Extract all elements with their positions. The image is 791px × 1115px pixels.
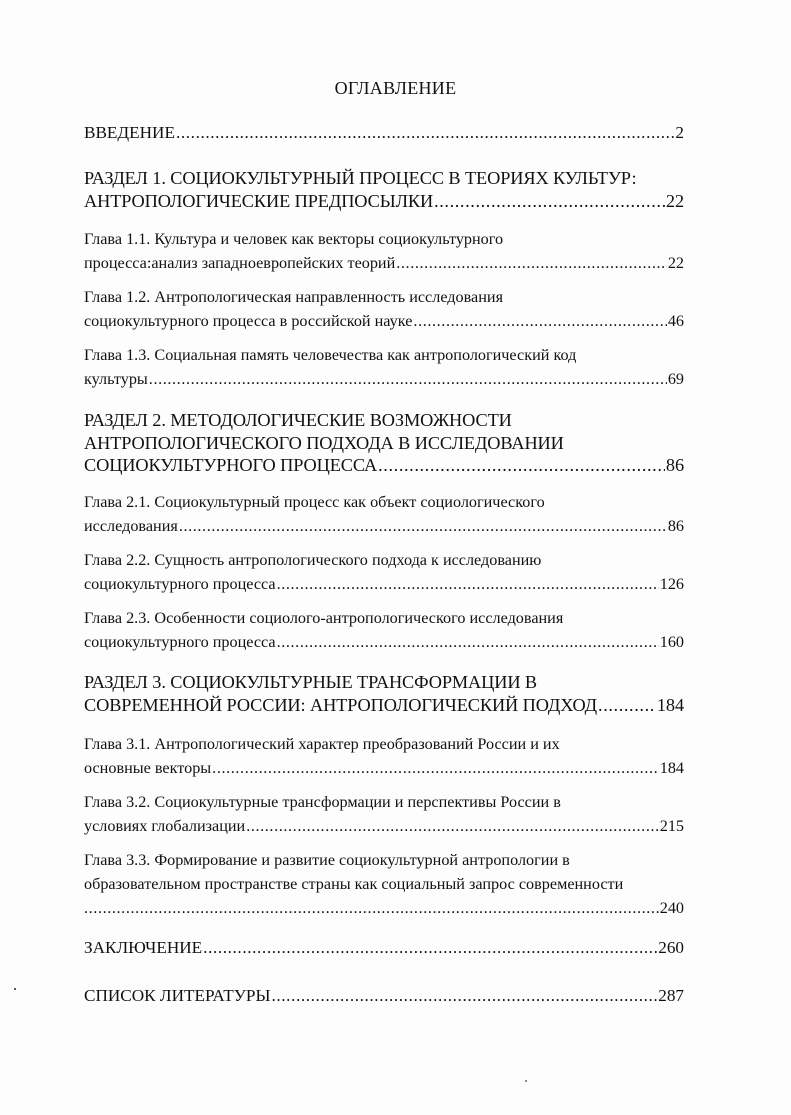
dot-leader <box>413 309 666 333</box>
toc-page-number: 22 <box>665 190 684 211</box>
toc-page-number: 260 <box>658 938 684 957</box>
toc-entry-label: социокультурного процесса <box>84 575 276 593</box>
toc-entry-label: основные векторы <box>84 759 212 777</box>
toc-entry-label: ЗАКЛЮЧЕНИЕ <box>84 938 203 957</box>
toc-page-number: 22 <box>667 254 684 272</box>
toc-entry-conclusion[interactable] <box>84 937 684 959</box>
toc-entry-label: СПИСОК ЛИТЕРАТУРЫ <box>84 986 271 1005</box>
toc-chapter-3-2[interactable] <box>84 790 684 838</box>
dot-leader <box>277 572 659 596</box>
dot-leader <box>271 985 657 1007</box>
toc-page-number: 86 <box>665 455 684 475</box>
toc-entry-label: СОЦИОКУЛЬТУРНОГО ПРОЦЕССА <box>84 455 378 475</box>
toc-entry-label: ВВЕДЕНИЕ <box>84 123 175 142</box>
dot-leader <box>203 937 657 959</box>
toc-page-number: 215 <box>659 817 684 835</box>
toc-page-number: 69 <box>667 370 684 388</box>
toc-chapter-1-1[interactable] <box>84 227 684 275</box>
toc-chapter-3-3[interactable] <box>84 848 684 920</box>
toc-page-number: 240 <box>659 899 684 917</box>
dot-leader <box>396 251 667 275</box>
dot-leader <box>176 122 674 144</box>
toc-entry-introduction[interactable] <box>84 122 684 144</box>
toc-section-3[interactable] <box>84 671 684 716</box>
dot-leader <box>434 190 665 213</box>
toc-entry-label: социокультурного процесса в российской науке <box>84 312 413 330</box>
toc-entry-bibliography[interactable] <box>84 985 684 1007</box>
toc-entry-line: образовательном пространстве страны как социальный запрос современности <box>84 875 624 893</box>
scan-speck <box>525 1080 527 1082</box>
dot-leader <box>277 630 659 654</box>
toc-entry-line: Глава 1.2. Антропологическая направленность исследования <box>84 288 504 306</box>
toc-chapter-2-3[interactable] <box>84 606 684 654</box>
toc-entry-label: условиях глобализации <box>84 817 246 835</box>
toc-entry-line: РАЗДЕЛ 1. СОЦИОКУЛЬТУРНЫЙ ПРОЦЕСС В ТЕОРИЯХ КУЛЬТУР: <box>84 168 637 188</box>
toc-entry-label: исследования <box>84 517 178 535</box>
toc-page-number: 160 <box>659 633 684 651</box>
toc-page-number: 184 <box>656 694 684 715</box>
toc-entry-line: Глава 3.3. Формирование и развитие социокультурной антропологии в <box>84 851 570 869</box>
dot-leader <box>84 896 659 920</box>
dot-leader <box>246 814 659 838</box>
toc-entry-line: Глава 1.3. Социальная память человечества как антропологический код <box>84 346 577 364</box>
toc-page-number: 86 <box>667 517 684 535</box>
toc-entry-line: Глава 1.1. Культура и человек как векторы социокультурного <box>84 230 504 248</box>
toc-entry-label: АНТРОПОЛОГИЧЕСКИЕ ПРЕДПОСЫЛКИ <box>84 190 434 211</box>
toc-entry-line: Глава 2.3. Особенности социолого-антропологического исследования <box>84 609 564 627</box>
scan-speck <box>14 988 16 990</box>
toc-chapter-1-3[interactable] <box>84 343 684 391</box>
toc-page-number: 46 <box>667 312 684 330</box>
dot-leader <box>149 367 667 391</box>
dot-leader <box>212 756 659 780</box>
toc-chapter-2-2[interactable] <box>84 548 684 596</box>
toc-section-2[interactable] <box>84 409 684 477</box>
toc-entry-line: РАЗДЕЛ 3. СОЦИОКУЛЬТУРНЫЕ ТРАНСФОРМАЦИИ В <box>84 672 538 692</box>
toc-page-number: 2 <box>675 123 684 142</box>
toc-page-number: 287 <box>658 986 684 1005</box>
toc-entry-label: процесса:анализ западноевропейских теорий <box>84 254 396 272</box>
dot-leader <box>179 514 667 538</box>
toc-page-number: 126 <box>659 575 684 593</box>
toc-chapter-1-2[interactable] <box>84 285 684 333</box>
toc-entry-line: Глава 2.1. Социокультурный процесс как объект социологического <box>84 493 545 511</box>
toc-entry-line: Глава 3.2. Социокультурные трансформации и перспективы России в <box>84 793 561 811</box>
toc-section-1[interactable] <box>84 167 684 212</box>
toc-entry-line: АНТРОПОЛОГИЧЕСКОГО ПОДХОДА В ИССЛЕДОВАНИИ <box>84 432 564 453</box>
dot-leader <box>378 454 665 477</box>
toc-entry-label: культуры <box>84 370 148 388</box>
dot-leader <box>598 694 656 717</box>
toc-entry-line: РАЗДЕЛ 2. МЕТОДОЛОГИЧЕСКИЕ ВОЗМОЖНОСТИ <box>84 410 512 430</box>
toc-entry-line: Глава 3.1. Антропологический характер преобразований России и их <box>84 735 560 753</box>
toc-chapter-2-1[interactable] <box>84 490 684 538</box>
toc-entry-label: СОВРЕМЕННОЙ РОССИИ: АНТРОПОЛОГИЧЕСКИЙ ПОДХОД <box>84 694 598 715</box>
toc-entry-label: социокультурного процесса <box>84 633 276 651</box>
toc-chapter-3-1[interactable] <box>84 732 684 780</box>
page-title: ОГЛАВЛЕНИЕ <box>334 78 457 98</box>
toc-page-number: 184 <box>659 759 684 777</box>
toc-entry-line: Глава 2.2. Сущность антропологического подхода к исследованию <box>84 551 542 569</box>
